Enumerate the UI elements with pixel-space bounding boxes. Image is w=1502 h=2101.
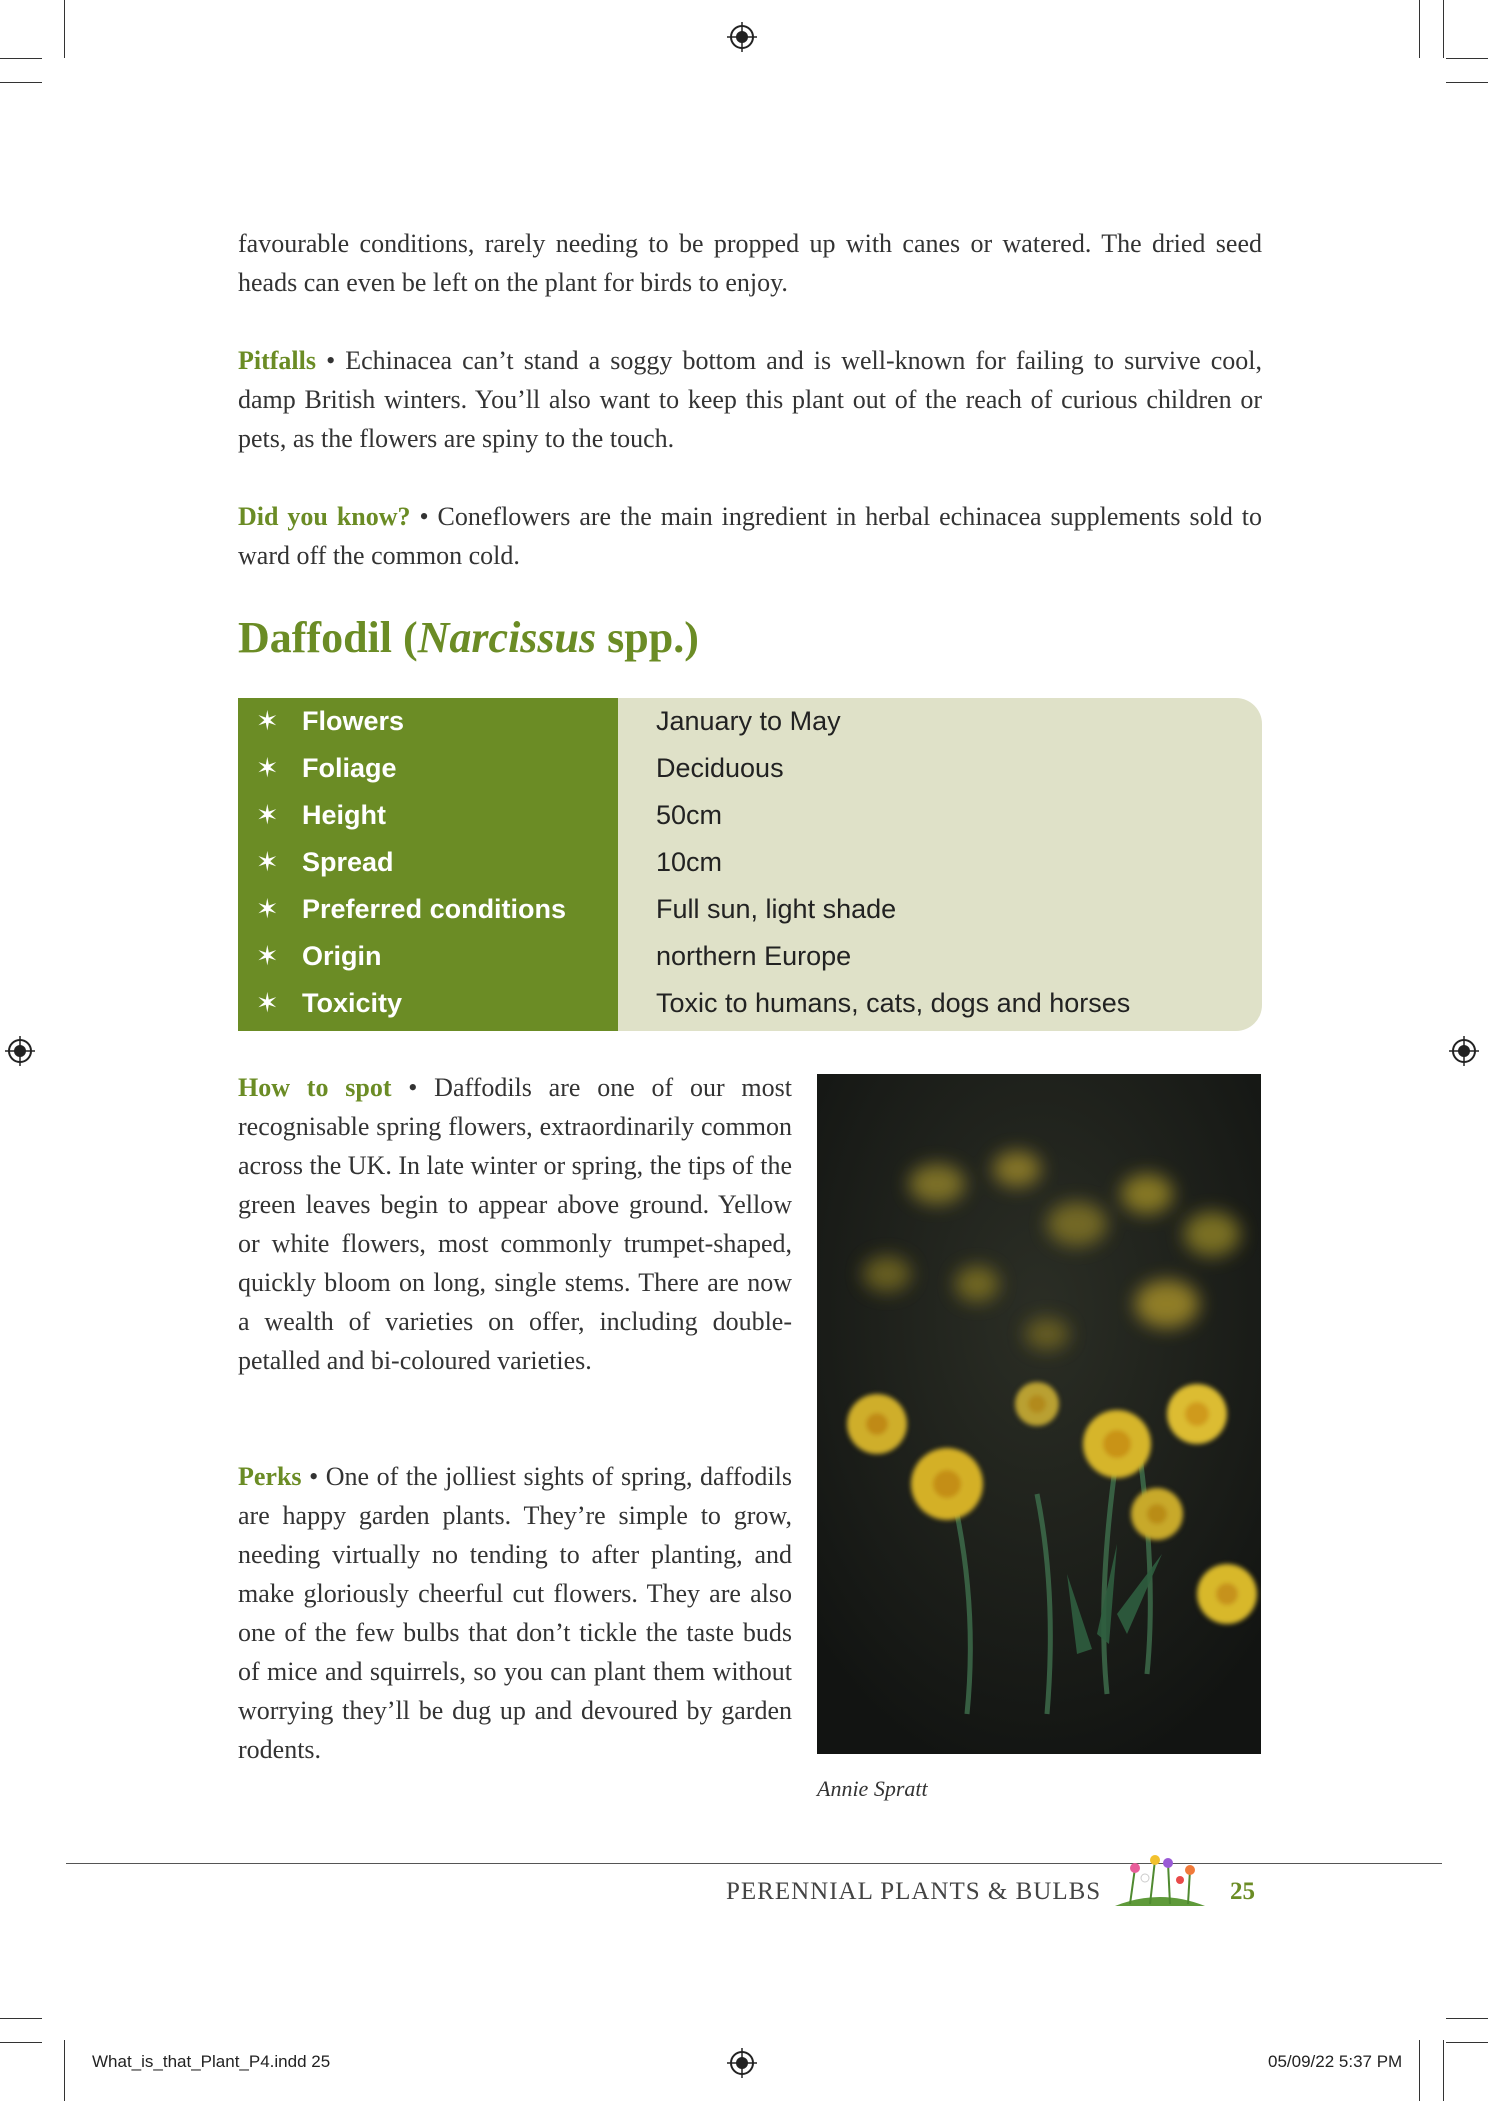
pitfalls-label: Pitfalls [238, 346, 316, 375]
did-you-know-label: Did you know? [238, 502, 411, 531]
fact-label: Foliage [302, 753, 397, 783]
crop-mark [1446, 58, 1488, 59]
fact-value: northern Europe [656, 941, 852, 971]
facts-values-column [618, 698, 1262, 1031]
registration-mark-icon [727, 22, 757, 52]
daffodil-photo [817, 1074, 1261, 1754]
fact-label-row [238, 933, 618, 980]
registration-mark-icon [1449, 1036, 1479, 1066]
slug-filename: What_is_that_Plant_P4.indd 25 [92, 2052, 331, 2071]
pitfalls-text: • Echinacea can’t stand a soggy bottom and is well-known for failing to survive cool, damp British winters. You’ll also want to keep this plant out of the reach of curious children or pets, as the flowers are spiny to the touch. [238, 346, 1262, 453]
perks-label: Perks [238, 1462, 302, 1491]
continuation-paragraph: favourable conditions, rarely needing to be propped up with canes or watered. The dried seed heads can even be left on the plant for birds to enjoy. [238, 229, 1262, 297]
crop-mark [0, 2018, 42, 2019]
heading-suffix: spp.) [596, 613, 699, 662]
crop-mark [1443, 0, 1444, 58]
fact-value: January to May [656, 706, 841, 736]
fact-label-row [238, 745, 618, 792]
fact-value: 50cm [656, 800, 723, 830]
fact-label: Height [302, 800, 386, 830]
crop-mark [1419, 2040, 1420, 2101]
fact-label-row [238, 980, 618, 1027]
plant-heading [238, 612, 699, 663]
crop-mark [1443, 2040, 1444, 2101]
pitfalls-paragraph [238, 341, 1262, 458]
daffodil-illustration [817, 1074, 1261, 1754]
fact-value: 10cm [656, 847, 723, 877]
fact-label: Flowers [302, 706, 405, 736]
fact-label-row [238, 839, 618, 886]
fact-value: Toxic to humans, cats, dogs and horses [656, 988, 1131, 1018]
footer-rule [66, 1863, 1442, 1864]
did-you-know-paragraph [238, 497, 1262, 575]
crop-mark [0, 58, 42, 59]
slug-date: 05/09/22 5:37 PM [1268, 2052, 1403, 2071]
how-to-spot-paragraph [238, 1068, 792, 1380]
star-bullet-icon: ✶ [256, 753, 279, 783]
facts-labels-column [238, 698, 618, 1031]
did-you-know-text: • Coneflowers are the main ingredient in herbal echinacea supplements sold to ward off the common cold. [238, 502, 1263, 570]
fact-label: Origin [302, 941, 382, 971]
registration-mark-icon [727, 2048, 757, 2078]
how-to-spot-label: How to spot [238, 1073, 392, 1102]
registration-mark-icon [5, 1036, 35, 1066]
crop-mark [64, 2040, 65, 2101]
fact-value: Full sun, light shade [656, 894, 897, 924]
star-bullet-icon: ✶ [256, 894, 279, 924]
section-title: PERENNIAL PLANTS & BULBS [726, 1878, 1102, 1905]
fact-label: Preferred conditions [302, 894, 567, 924]
star-bullet-icon: ✶ [256, 847, 279, 877]
fact-label-row [238, 792, 618, 839]
perks-text: • One of the jolliest sights of spring, daffodils are happy garden plants. They’re simple to grow, needing virtually no tending to after planting, and make gloriously cheerful cut flowers. They are also one of the few bulbs that don’t tickle the taste buds of mice and squirrels, so you can plant them without worrying they’ll be dug up and devoured by garden rodents. [238, 1462, 792, 1764]
fact-label-row [238, 698, 618, 745]
flower-bouquet-icon [1110, 1848, 1210, 1908]
crop-mark [1446, 2018, 1488, 2019]
page-number: 25 [1230, 1878, 1255, 1905]
star-bullet-icon: ✶ [256, 706, 279, 736]
crop-mark [0, 2042, 42, 2043]
crop-mark [64, 0, 65, 58]
star-bullet-icon: ✶ [256, 800, 279, 830]
fact-value: Deciduous [656, 753, 784, 783]
how-to-spot-text: • Daffodils are one of our most recognisable spring flowers, extraordinarily common across the UK. In late winter or spring, the tips of the green leaves begin to appear above ground. Yellow or white flowers, most commonly trumpet-shaped, quickly bloom on long, single stems. There are now a wealth of varieties on offer, including double-petalled and bi-coloured varieties. [238, 1073, 792, 1375]
crop-mark [1446, 82, 1488, 83]
perks-paragraph [238, 1457, 792, 1769]
fact-label: Toxicity [302, 988, 403, 1018]
photo-caption: Annie Spratt [817, 1776, 928, 1801]
fact-label: Spread [302, 847, 394, 877]
facts-table [238, 698, 1262, 1031]
crop-mark [1446, 2042, 1488, 2043]
crop-mark [1419, 0, 1420, 58]
heading-latin: Narcissus [417, 613, 597, 662]
star-bullet-icon: ✶ [256, 988, 279, 1018]
crop-mark [0, 82, 42, 83]
fact-label-row [238, 886, 618, 933]
star-bullet-icon: ✶ [256, 941, 279, 971]
heading-common: Daffodil ( [238, 613, 418, 662]
